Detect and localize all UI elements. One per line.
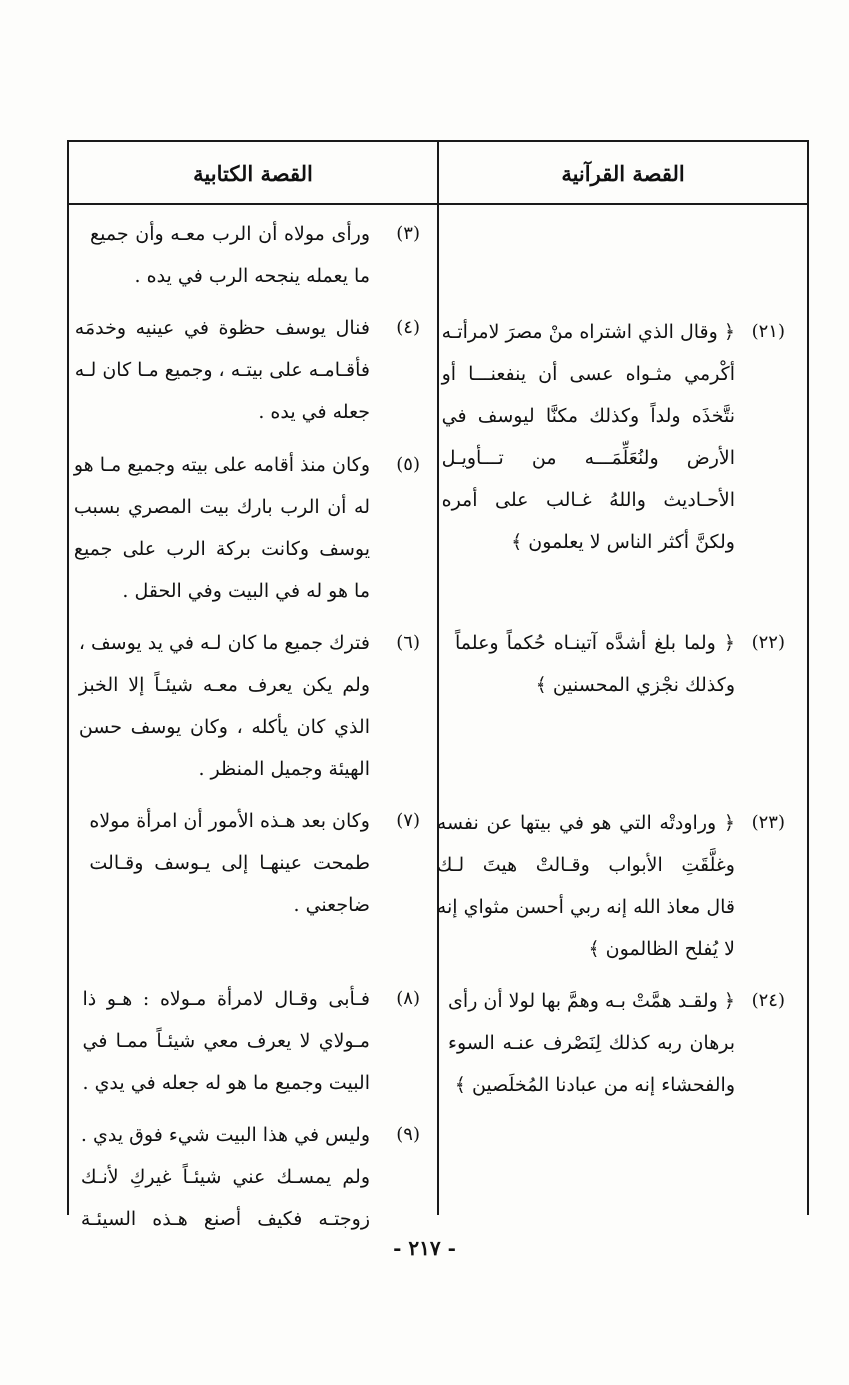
verse-line: البيت وجميع ما هو له جعله في يدي .: [82, 1072, 370, 1094]
verse-number: (٤): [396, 317, 420, 338]
verse-number: (٥): [396, 454, 420, 475]
verse-line: ﴿ وراودتْه التي هو في بيتها عن نفسه: [436, 812, 735, 834]
table-left-border: [67, 140, 69, 1215]
verse-line: ولكنَّ أكثر الناس لا يعلمون ﴾: [511, 531, 735, 553]
verse-line: ضاجعني .: [293, 894, 370, 916]
verse-line: برهان ربه كذلك لِنَصْرف عنـه السوء: [448, 1032, 735, 1054]
verse-line: قال معاذ الله إنه ربي أحسن مثواي إنه: [436, 896, 735, 918]
bible-entry-8: [82, 978, 420, 1104]
verse-line: مـولاي لا يعرف معي شيئـاً ممـا في: [82, 1030, 370, 1052]
verse-line: ما هو له في البيت وفي الحقل .: [122, 580, 370, 602]
verse-line: لا يُفلح الظالمون ﴾: [588, 938, 735, 960]
verse-number: (٢١): [751, 321, 785, 342]
verse-line: ولم يمسـك عني شيئـاً غيركِ لأنـك: [80, 1166, 370, 1188]
verse-line: له أن الرب بارك بيت المصري بسبب: [73, 496, 370, 518]
verse-line: يوسف وكانت بركة الرب على جميع: [73, 538, 370, 560]
verse-number: (٢٤): [751, 990, 785, 1011]
verse-number: (٢٣): [751, 812, 785, 833]
verse-line: ورأى مولاه أن الرب معـه وأن جميع: [90, 223, 370, 245]
quran-entry-22: [455, 622, 785, 706]
verse-number: (٦): [396, 632, 420, 653]
verse-line: ولم يكن يعرف معـه شيئـاً إلا الخبز: [78, 674, 370, 696]
bible-entry-9: [80, 1114, 420, 1240]
verse-line: ﴿ ولما بلغ أشدَّه آتينـاه حُكماً وعلماً: [455, 632, 735, 654]
verse-number: (٧): [396, 810, 420, 831]
verse-line: طمحت عينهـا إلى يـوسف وقـالت: [89, 852, 370, 874]
header-quranic-story: القصة القرآنية: [561, 160, 685, 186]
bible-entry-4: [74, 307, 420, 433]
verse-line: الهيئة وجميل المنظر .: [198, 758, 370, 780]
verse-number: (٢٢): [751, 632, 785, 653]
verse-line: وغلَّقَتِ الأبواب وقـالتْ هيتَ لـك: [436, 854, 735, 876]
verse-line: الأرض ولنُعَلِّمَـــه من تـــأويـل: [441, 447, 735, 469]
verse-line: وكان بعد هـذه الأمور أن امرأة مولاه: [89, 810, 370, 832]
bible-entry-5: [73, 444, 420, 612]
quran-entry-23: [436, 802, 785, 970]
verse-line: ما يعمله ينجحه الرب في يده .: [134, 265, 370, 287]
verse-line: ﴿ وقال الذي اشتراه منْ مصرَ لامرأتـه: [441, 321, 735, 343]
verse-line: وكذلك نجْزي المحسنين ﴾: [535, 674, 735, 696]
verse-line: فنال يوسف حظوة في عينيه وخدمَه: [74, 317, 370, 339]
verse-line: زوجتـه فكيف أصنع هـذه السيئـة: [80, 1208, 370, 1230]
verse-line: فترك جميع ما كان لـه في يد يوسف ،: [78, 632, 370, 654]
table-right-border: [807, 140, 809, 1215]
quran-entry-21: [441, 311, 785, 563]
verse-line: نتَّخذَه ولداً وكذلك مكنَّا ليوسف في: [441, 405, 735, 427]
header-biblical-story: القصة الكتابية: [193, 160, 313, 186]
verse-line: الذي كان يأكله ، وكان يوسف حسن: [78, 716, 370, 738]
bible-entry-6: [78, 622, 420, 790]
verse-number: (٨): [396, 988, 420, 1009]
verse-line: أكْرمي مثـواه عسى أن ينفعنـــا أو: [441, 363, 735, 385]
verse-number: (٣): [396, 223, 420, 244]
verse-line: جعله في يده .: [258, 401, 370, 423]
verse-line: وكان منذ أقامه على بيته وجميع مـا هو: [73, 454, 370, 476]
verse-number: (٩): [396, 1124, 420, 1145]
table-column-divider: [437, 140, 439, 1215]
verse-line: وليس في هذا البيت شيء فوق يدي .: [80, 1124, 370, 1146]
verse-line: ﴿ ولقـد همَّتْ بـه وهمَّ بها لولا أن رأى: [448, 990, 735, 1012]
verse-line: والفحشاء إنه من عبادنا المُخلَصين ﴾: [454, 1074, 735, 1096]
bible-entry-7: [90, 800, 420, 926]
page-number: - ٢١٧ -: [393, 1236, 456, 1260]
bible-entry-3: [90, 213, 420, 297]
verse-line: الأحـاديث واللهُ غـالب على أمره: [441, 489, 735, 511]
quran-entry-24: [448, 980, 785, 1106]
verse-line: فـأبى وقـال لامرأة مـولاه : هـو ذا: [82, 988, 370, 1010]
verse-line: فأقـامـه على بيتـه ، وجميع مـا كان لـه: [74, 359, 370, 381]
